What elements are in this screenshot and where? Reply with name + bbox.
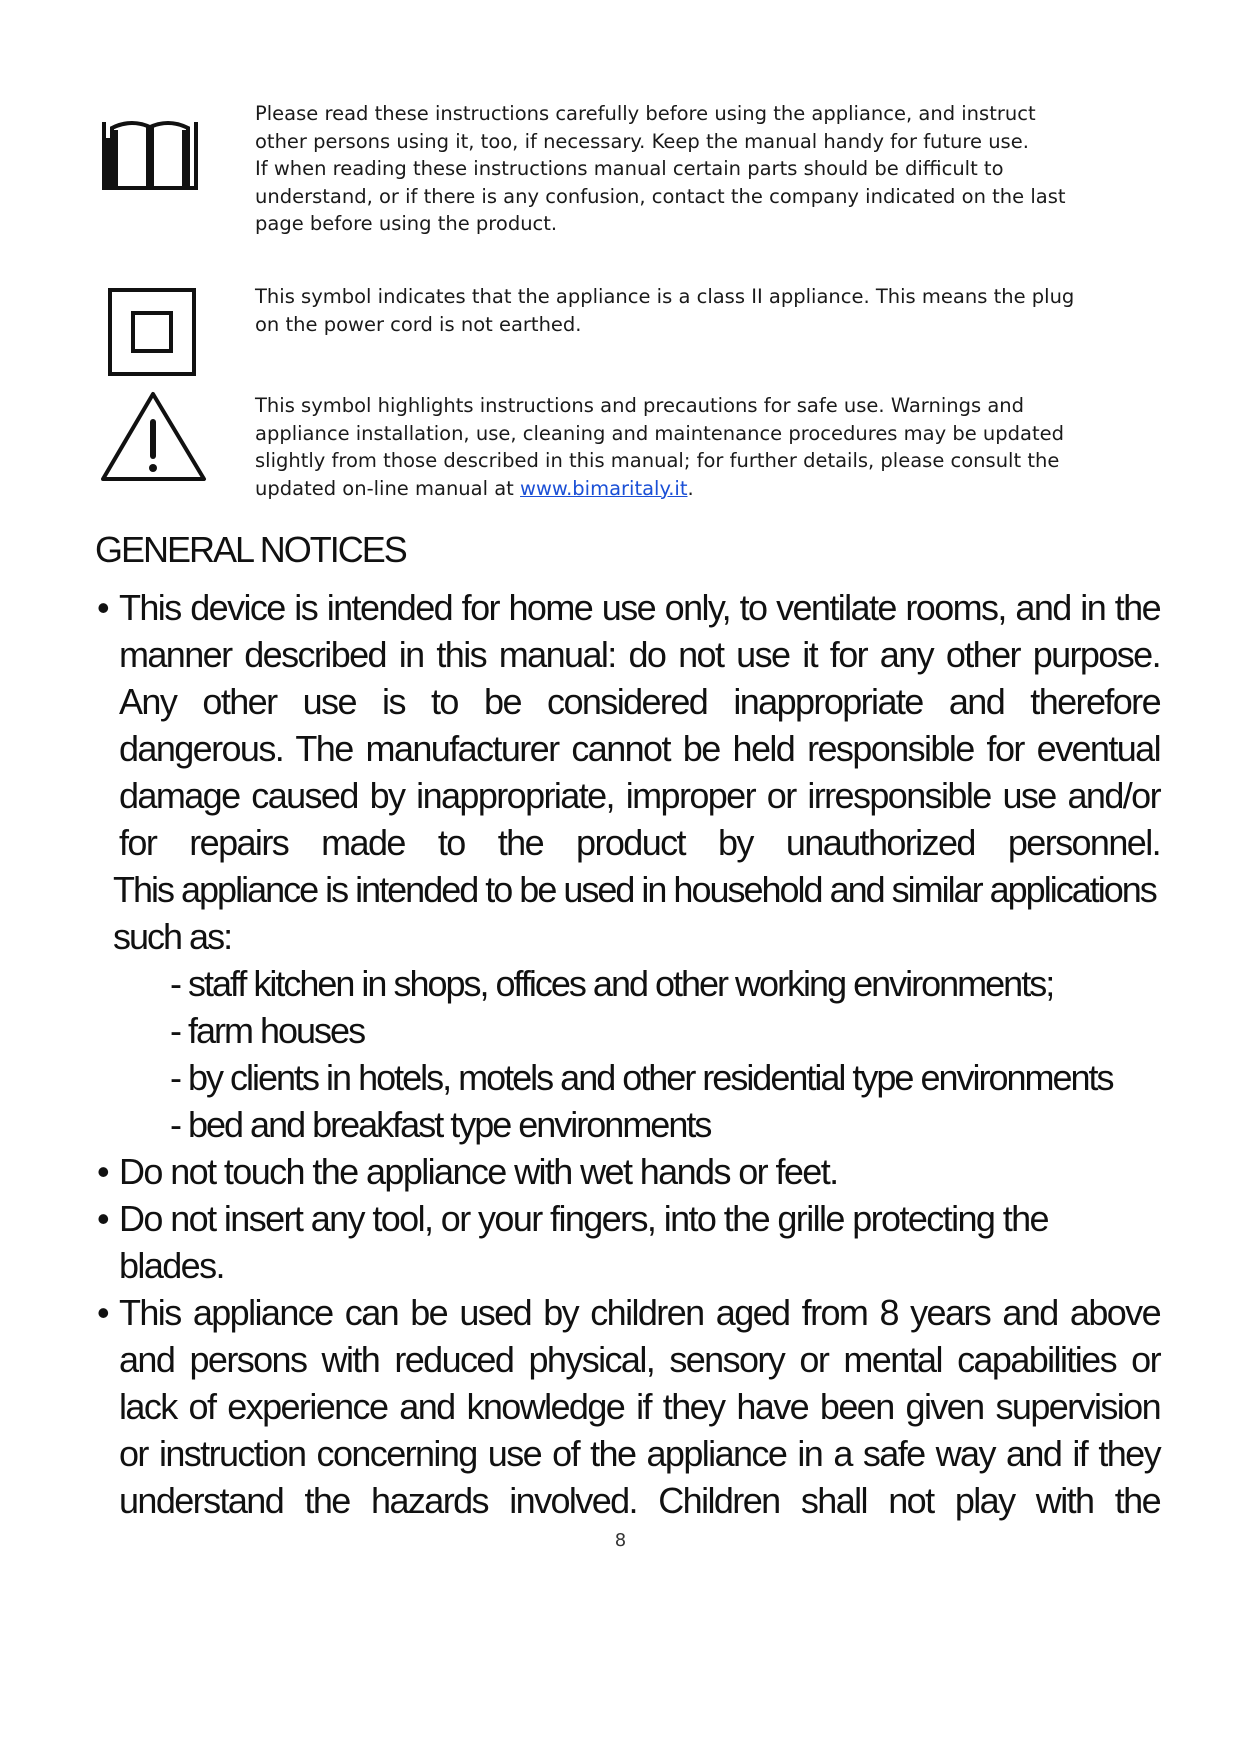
intro-text-manual	[255, 100, 1075, 238]
class-ii-square-icon	[100, 285, 200, 385]
book-icon	[100, 100, 200, 190]
notice-bullet-1: • This device is intended for home use only, to ventilate rooms, and in the manner described in this manual: do not use it for any other purpose. Any other use is to be considered inappropriate and therefore dangerous. The manufacturer cannot be held responsible for eventual damage caused by inappropriate, improper or irresponsible use and/or for repairs made to the product by unauthorized personnel.	[97, 587, 1160, 863]
intro-para: This symbol highlights instructions and precautions for safe use. Warnings and appliance installation, use, cleaning and maintenance procedures may be updated slightly from those described in this manual; for further details, please consult the updated on-line manual at www.bimaritaly.it.	[255, 394, 1065, 500]
general-notices	[95, 528, 1160, 1524]
intro-para: This symbol indicates that the appliance is a class II appliance. This means the plug on the power cord is not earthed.	[255, 285, 1075, 336]
intro-text-class-ii	[255, 283, 1075, 338]
list-item: - staff kitchen in shops, offices and other working environments;	[170, 963, 1054, 1004]
warning-triangle-icon	[100, 388, 210, 488]
intro-para: If when reading these instructions manual certain parts should be difficult to understand, or if there is any confusion, contact the company indicated on the last page before using the product.	[255, 157, 1066, 235]
notice-bullet-4: • This appliance can be used by children aged from 8 years and above and persons with reduced physical, sensory or mental capabilities or lack of experience and knowledge if they have been given supervision or instruction concerning use of the appliance in a safe way and if they understand the hazards involved. Children shall not play with the	[97, 1292, 1160, 1521]
intro-para: Please read these instructions carefully before using the appliance, and instruct other persons using it, too, if necessary. Keep the manual handy for future use.	[255, 102, 1036, 153]
applications-intro: This appliance is intended to be used in household and similar applications such as:	[113, 869, 1156, 957]
manual-link[interactable]: www.bimaritaly.it	[520, 476, 688, 500]
applications-list	[95, 960, 1160, 1148]
list-item: - by clients in hotels, motels and other residential type environments	[170, 1057, 1113, 1098]
section-heading: GENERAL NOTICES	[95, 529, 406, 570]
list-item: - bed and breakfast type environments	[170, 1104, 711, 1145]
intro-text-warning	[255, 392, 1075, 502]
list-item: - farm houses	[170, 1010, 365, 1051]
notice-bullet-2: • Do not touch the appliance with wet hands or feet.	[97, 1151, 838, 1192]
notice-bullet-3: • Do not insert any tool, or your fingers, into the grille protecting the blades.	[97, 1198, 1048, 1286]
page-number: 8	[614, 1530, 627, 1551]
